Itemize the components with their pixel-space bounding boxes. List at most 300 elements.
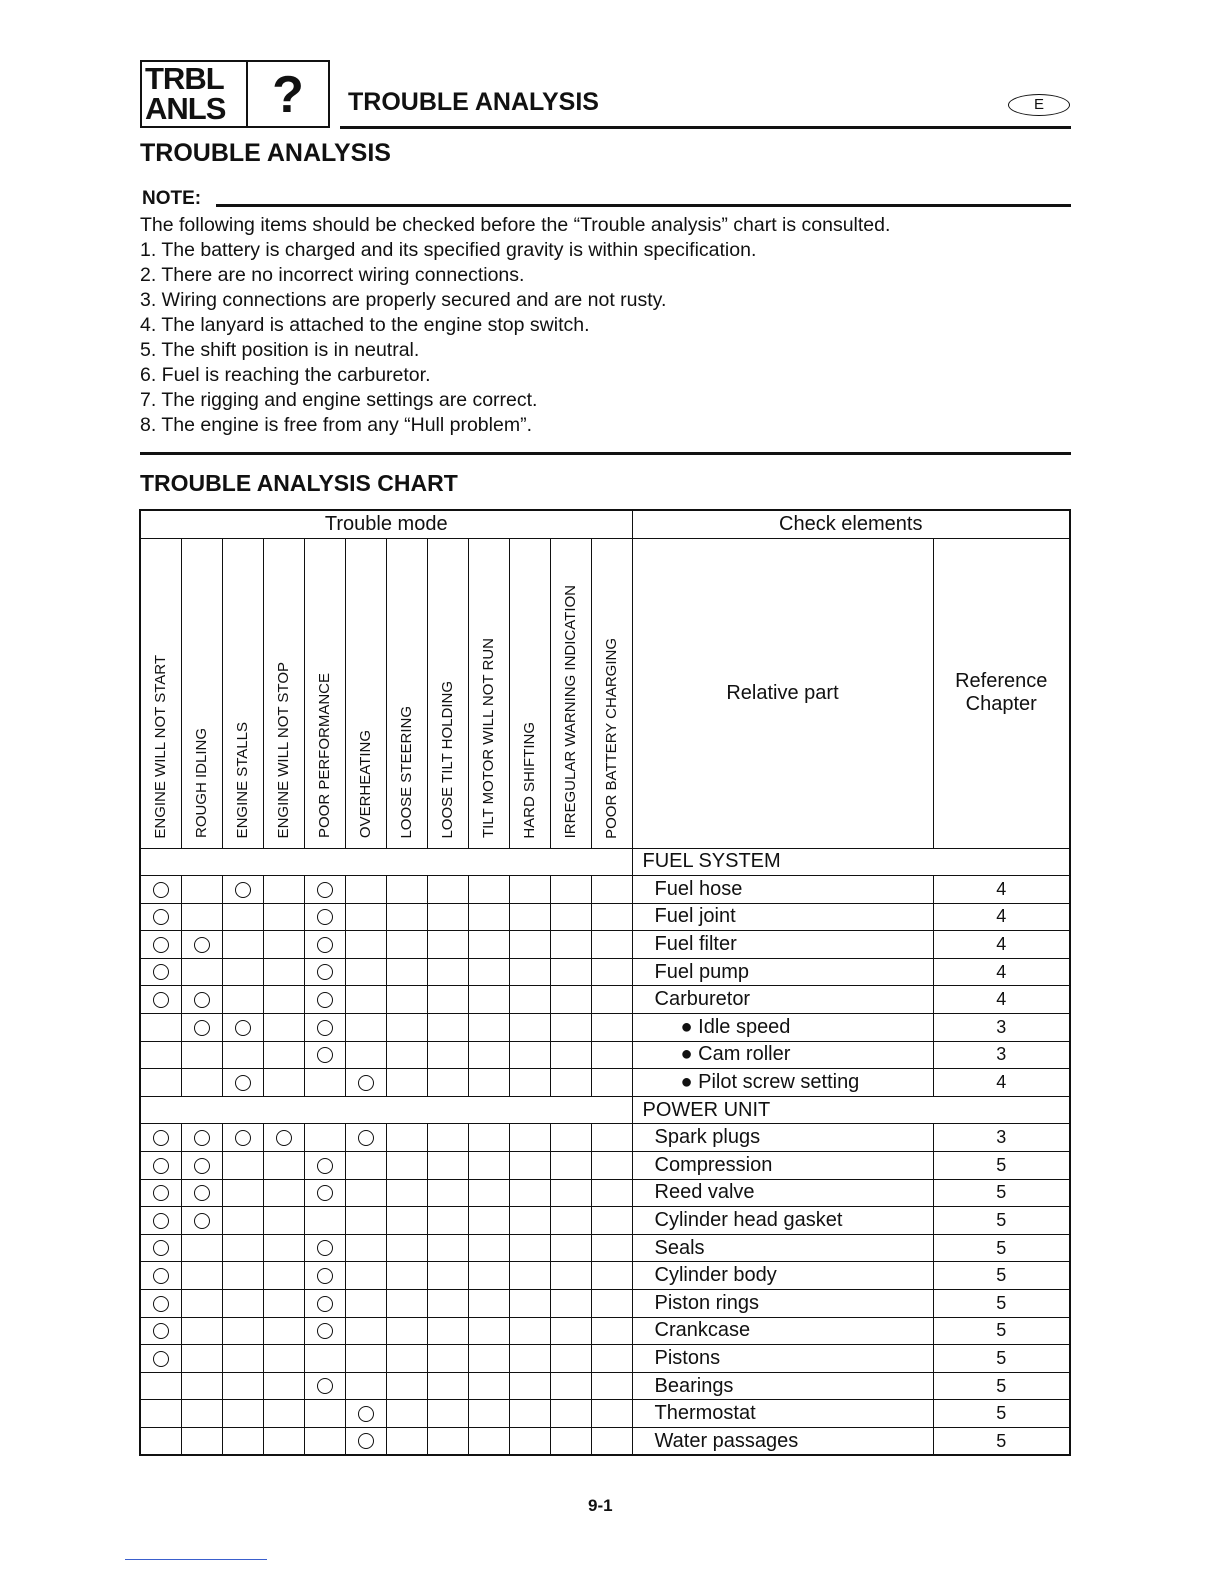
mode-cell <box>181 1290 222 1318</box>
mode-cell <box>304 1345 345 1373</box>
mode-cell <box>181 1152 222 1180</box>
mode-label: LOOSE STEERING <box>398 705 415 839</box>
circle-mark-icon <box>153 1213 169 1229</box>
reference-chapter: 5 <box>933 1262 1070 1290</box>
mode-cell <box>304 876 345 904</box>
mode-cell <box>345 1345 386 1373</box>
mode-cell <box>427 1372 468 1400</box>
mode-label: ROUGH IDLING <box>193 728 210 839</box>
mode-column-header <box>263 538 304 848</box>
mode-cell <box>263 1262 304 1290</box>
reference-chapter: 3 <box>933 1041 1070 1069</box>
circle-mark-icon <box>153 882 169 898</box>
reference-chapter: 5 <box>933 1234 1070 1262</box>
mode-label: TILT MOTOR WILL NOT RUN <box>480 638 497 839</box>
mode-cell <box>386 1124 427 1152</box>
mode-cell <box>427 1207 468 1235</box>
mode-cell <box>591 1290 632 1318</box>
mode-cell <box>263 958 304 986</box>
circle-mark-icon <box>317 1323 333 1339</box>
mode-cell <box>550 1041 591 1069</box>
circle-mark-icon <box>235 1075 251 1091</box>
mode-cell <box>304 931 345 959</box>
mode-cell <box>468 1262 509 1290</box>
mode-cell <box>591 1179 632 1207</box>
mode-cell <box>591 903 632 931</box>
mode-cell <box>345 1400 386 1428</box>
mode-cell <box>427 1234 468 1262</box>
mode-cell <box>304 958 345 986</box>
relative-part: Water passages <box>632 1427 933 1455</box>
mode-cell <box>427 1345 468 1373</box>
mode-cell <box>509 903 550 931</box>
mode-cell <box>263 1234 304 1262</box>
mode-column-header <box>140 538 181 848</box>
mode-cell <box>304 1290 345 1318</box>
mode-cell <box>550 1014 591 1042</box>
mode-cell <box>509 986 550 1014</box>
circle-mark-icon <box>358 1433 374 1449</box>
mode-cell <box>550 1207 591 1235</box>
circle-mark-icon <box>317 1047 333 1063</box>
reference-chapter: 5 <box>933 1345 1070 1373</box>
circle-mark-icon <box>153 937 169 953</box>
header-title: TROUBLE ANALYSIS <box>348 88 599 116</box>
circle-mark-icon <box>358 1406 374 1422</box>
circle-mark-icon <box>194 937 210 953</box>
reference-chapter: 5 <box>933 1179 1070 1207</box>
mode-cell <box>345 903 386 931</box>
relative-part: Compression <box>632 1152 933 1180</box>
section-name: FUEL SYSTEM <box>632 848 1070 876</box>
mode-cell <box>386 903 427 931</box>
mode-cell <box>263 1152 304 1180</box>
mode-cell <box>181 1372 222 1400</box>
circle-mark-icon <box>358 1075 374 1091</box>
mode-cell <box>140 1124 181 1152</box>
mode-cell <box>550 986 591 1014</box>
mode-cell <box>140 1041 181 1069</box>
circle-mark-icon <box>153 1268 169 1284</box>
mode-cell <box>345 876 386 904</box>
table-row <box>140 1345 1070 1373</box>
mode-cell <box>427 1069 468 1097</box>
table-row <box>140 1207 1070 1235</box>
circle-mark-icon <box>317 1158 333 1174</box>
mode-cell <box>468 1207 509 1235</box>
mode-cell <box>427 958 468 986</box>
section-row <box>140 848 1070 876</box>
mode-column-header <box>304 538 345 848</box>
mode-cell <box>509 931 550 959</box>
mode-cell <box>345 1207 386 1235</box>
mode-cell <box>550 1234 591 1262</box>
circle-mark-icon <box>317 1020 333 1036</box>
mode-cell <box>222 903 263 931</box>
circle-mark-icon <box>153 964 169 980</box>
mode-cell <box>386 1041 427 1069</box>
note-item: 8. The engine is free from any “Hull problem”. <box>140 414 532 436</box>
mode-cell <box>550 1317 591 1345</box>
mode-cell <box>509 1262 550 1290</box>
circle-mark-icon <box>317 992 333 1008</box>
mode-cell <box>591 1427 632 1455</box>
circle-mark-icon <box>317 909 333 925</box>
mode-cell <box>140 1400 181 1428</box>
relative-part: Crankcase <box>632 1317 933 1345</box>
mode-cell <box>263 1400 304 1428</box>
mode-cell <box>427 1124 468 1152</box>
table-row <box>140 958 1070 986</box>
mode-cell <box>386 1207 427 1235</box>
mode-cell <box>386 1152 427 1180</box>
note-item: 2. There are no incorrect wiring connections. <box>140 264 525 286</box>
mode-cell <box>222 931 263 959</box>
mode-label: IRREGULAR WARNING INDICATION <box>562 585 579 839</box>
circle-mark-icon <box>194 1130 210 1146</box>
mode-cell <box>181 986 222 1014</box>
circle-mark-icon <box>317 1378 333 1394</box>
circle-mark-icon <box>235 1020 251 1036</box>
circle-mark-icon <box>194 1158 210 1174</box>
mode-cell <box>509 1372 550 1400</box>
circle-mark-icon <box>317 1268 333 1284</box>
note-item: 5. The shift position is in neutral. <box>140 339 420 361</box>
mode-cell <box>427 1262 468 1290</box>
mode-cell <box>140 1427 181 1455</box>
mode-cell <box>468 1179 509 1207</box>
logo-line1: TRBL <box>145 61 224 96</box>
mode-cell <box>345 1290 386 1318</box>
section-spacer <box>140 848 632 876</box>
mode-cell <box>345 1014 386 1042</box>
circle-mark-icon <box>194 1185 210 1201</box>
mode-cell <box>140 903 181 931</box>
mode-cell <box>509 1290 550 1318</box>
circle-mark-icon <box>317 937 333 953</box>
mode-cell <box>468 1041 509 1069</box>
mode-cell <box>222 1372 263 1400</box>
mode-column-header <box>509 538 550 848</box>
mode-cell <box>181 1207 222 1235</box>
mode-cell <box>591 1345 632 1373</box>
mode-cell <box>181 1345 222 1373</box>
table-row <box>140 903 1070 931</box>
mode-cell <box>427 1427 468 1455</box>
relative-part: ● Idle speed <box>632 1014 933 1042</box>
mode-cell <box>181 1069 222 1097</box>
circle-mark-icon <box>235 882 251 898</box>
section-row <box>140 1096 1070 1124</box>
mode-cell <box>222 1069 263 1097</box>
mode-cell <box>468 1152 509 1180</box>
mode-cell <box>550 1400 591 1428</box>
mode-cell <box>509 958 550 986</box>
mode-cell <box>550 931 591 959</box>
mode-cell <box>263 986 304 1014</box>
question-mark-icon: ? <box>272 66 304 124</box>
table-row <box>140 1427 1070 1455</box>
mode-cell <box>591 958 632 986</box>
mode-cell <box>181 1041 222 1069</box>
mode-cell <box>386 1014 427 1042</box>
table-row <box>140 1290 1070 1318</box>
mode-cell <box>468 1290 509 1318</box>
mode-cell <box>263 1179 304 1207</box>
mode-cell <box>140 986 181 1014</box>
table-row <box>140 1152 1070 1180</box>
mode-cell <box>468 1400 509 1428</box>
reference-chapter: 4 <box>933 986 1070 1014</box>
mode-cell <box>509 1069 550 1097</box>
relative-part: ● Cam roller <box>632 1041 933 1069</box>
mode-cell <box>550 1372 591 1400</box>
mode-label: POOR PERFORMANCE <box>316 673 333 839</box>
mode-cell <box>222 1262 263 1290</box>
mode-cell <box>468 986 509 1014</box>
mode-cell <box>386 1069 427 1097</box>
circle-mark-icon <box>153 909 169 925</box>
mode-cell <box>468 931 509 959</box>
mode-cell <box>509 1014 550 1042</box>
table-row <box>140 1234 1070 1262</box>
mode-cell <box>427 1152 468 1180</box>
mode-cell <box>468 1317 509 1345</box>
mode-cell <box>509 1207 550 1235</box>
mode-cell <box>509 1179 550 1207</box>
circle-mark-icon <box>153 1323 169 1339</box>
mode-cell <box>345 1069 386 1097</box>
circle-mark-icon <box>153 1185 169 1201</box>
note-item: 4. The lanyard is attached to the engine stop switch. <box>140 314 590 336</box>
mode-cell <box>222 876 263 904</box>
relative-part: Carburetor <box>632 986 933 1014</box>
mode-cell <box>263 931 304 959</box>
page-number: 9-1 <box>588 1496 613 1515</box>
mode-column-header <box>468 538 509 848</box>
mode-cell <box>181 903 222 931</box>
mode-cell <box>427 1041 468 1069</box>
table-row <box>140 1014 1070 1042</box>
relative-part: Spark plugs <box>632 1124 933 1152</box>
mode-cell <box>304 1317 345 1345</box>
mode-cell <box>140 1317 181 1345</box>
mode-cell <box>427 1179 468 1207</box>
mode-cell <box>263 1041 304 1069</box>
mode-cell <box>263 1014 304 1042</box>
mode-cell <box>591 1262 632 1290</box>
table-row <box>140 1372 1070 1400</box>
mode-cell <box>222 1427 263 1455</box>
table-row <box>140 1069 1070 1097</box>
relative-part: Fuel hose <box>632 876 933 904</box>
mode-cell <box>550 1427 591 1455</box>
mode-cell <box>386 931 427 959</box>
mode-cell <box>181 931 222 959</box>
mode-cell <box>386 1262 427 1290</box>
mode-cell <box>427 1317 468 1345</box>
mode-cell <box>181 1262 222 1290</box>
note-label: NOTE: <box>142 188 202 209</box>
footer-rule <box>125 1559 267 1560</box>
mode-cell <box>468 958 509 986</box>
mode-cell <box>263 1345 304 1373</box>
mode-cell <box>222 1014 263 1042</box>
mode-cell <box>222 1345 263 1373</box>
mode-cell <box>386 1290 427 1318</box>
circle-mark-icon <box>153 1158 169 1174</box>
mode-cell <box>386 958 427 986</box>
mode-column-header <box>345 538 386 848</box>
mode-column-header <box>427 538 468 848</box>
mode-cell <box>263 1124 304 1152</box>
circle-mark-icon <box>276 1130 292 1146</box>
mode-cell <box>591 876 632 904</box>
mode-cell <box>550 876 591 904</box>
mode-cell <box>345 1427 386 1455</box>
relative-part: Thermostat <box>632 1400 933 1428</box>
mode-column-header <box>181 538 222 848</box>
mode-cell <box>181 958 222 986</box>
mode-cell <box>591 1317 632 1345</box>
mode-cell <box>550 1152 591 1180</box>
circle-mark-icon <box>194 992 210 1008</box>
mode-cell <box>468 1372 509 1400</box>
reference-chapter: 5 <box>933 1152 1070 1180</box>
mode-cell <box>222 1400 263 1428</box>
mode-cell <box>386 1427 427 1455</box>
mode-cell <box>304 1262 345 1290</box>
mode-label: OVERHEATING <box>357 730 374 839</box>
mode-cell <box>345 1372 386 1400</box>
mode-cell <box>468 903 509 931</box>
relative-part: Fuel joint <box>632 903 933 931</box>
mode-cell <box>386 1345 427 1373</box>
mode-cell <box>140 1345 181 1373</box>
mode-cell <box>386 1179 427 1207</box>
mode-cell <box>140 931 181 959</box>
relative-part: Cylinder body <box>632 1262 933 1290</box>
section-name: POWER UNIT <box>632 1096 1070 1124</box>
mode-cell <box>468 1234 509 1262</box>
mode-cell <box>222 1290 263 1318</box>
reference-chapter: 3 <box>933 1014 1070 1042</box>
mode-cell <box>386 986 427 1014</box>
mode-cell <box>591 1014 632 1042</box>
mode-cell <box>181 1427 222 1455</box>
mode-cell <box>550 903 591 931</box>
mode-cell <box>468 1427 509 1455</box>
mode-cell <box>345 1179 386 1207</box>
mode-cell <box>304 1234 345 1262</box>
circle-mark-icon <box>317 1240 333 1256</box>
mode-cell <box>222 958 263 986</box>
mode-cell <box>427 986 468 1014</box>
mode-cell <box>509 1317 550 1345</box>
mode-cell <box>304 1069 345 1097</box>
mode-cell <box>509 1234 550 1262</box>
mode-cell <box>263 1317 304 1345</box>
mode-column-header <box>386 538 427 848</box>
mode-cell <box>509 1427 550 1455</box>
header-rule <box>340 126 1071 129</box>
table-row <box>140 931 1070 959</box>
reference-chapter-header: Reference Chapter <box>933 538 1070 848</box>
note-body <box>140 213 890 438</box>
relative-part: Seals <box>632 1234 933 1262</box>
mode-cell <box>140 1207 181 1235</box>
mode-cell <box>304 1207 345 1235</box>
table-row <box>140 986 1070 1014</box>
mode-cell <box>509 1345 550 1373</box>
mode-cell <box>140 1069 181 1097</box>
mode-cell <box>222 1124 263 1152</box>
note-item: 7. The rigging and engine settings are correct. <box>140 389 538 411</box>
circle-mark-icon <box>317 882 333 898</box>
reference-chapter: 5 <box>933 1290 1070 1318</box>
circle-mark-icon <box>235 1130 251 1146</box>
check-elements-header: Check elements <box>632 510 1070 538</box>
mode-cell <box>386 876 427 904</box>
mode-cell <box>468 1124 509 1152</box>
mode-cell <box>263 1290 304 1318</box>
circle-mark-icon <box>194 1020 210 1036</box>
reference-chapter: 5 <box>933 1400 1070 1428</box>
section-title: TROUBLE ANALYSIS <box>140 139 391 167</box>
mode-cell <box>550 1290 591 1318</box>
mode-cell <box>140 1179 181 1207</box>
mode-column-header <box>222 538 263 848</box>
relative-part: Bearings <box>632 1372 933 1400</box>
mode-cell <box>222 1207 263 1235</box>
mode-cell <box>222 1317 263 1345</box>
table-row <box>140 1262 1070 1290</box>
mode-cell <box>427 1290 468 1318</box>
mode-cell <box>591 986 632 1014</box>
relative-part: Cylinder head gasket <box>632 1207 933 1235</box>
mode-cell <box>140 1290 181 1318</box>
table-row <box>140 1124 1070 1152</box>
mode-cell <box>509 1124 550 1152</box>
reference-chapter: 3 <box>933 1124 1070 1152</box>
circle-mark-icon <box>194 1213 210 1229</box>
trbl-anls-logo <box>140 60 330 128</box>
mode-cell <box>509 1041 550 1069</box>
mode-cell <box>591 1207 632 1235</box>
mode-cell <box>140 876 181 904</box>
mode-cell <box>591 1152 632 1180</box>
mode-cell <box>263 1207 304 1235</box>
mode-cell <box>468 1069 509 1097</box>
mode-cell <box>140 1372 181 1400</box>
mode-cell <box>550 958 591 986</box>
mode-cell <box>304 1372 345 1400</box>
mode-cell <box>345 1262 386 1290</box>
relative-part: Piston rings <box>632 1290 933 1318</box>
mode-cell <box>509 1152 550 1180</box>
mode-cell <box>591 1372 632 1400</box>
note-intro: The following items should be checked before the “Trouble analysis” chart is consulted. <box>140 214 891 236</box>
mode-label: LOOSE TILT HOLDING <box>439 680 456 839</box>
mode-cell <box>181 1234 222 1262</box>
mode-cell <box>591 1041 632 1069</box>
reference-chapter: 4 <box>933 903 1070 931</box>
language-mark: E <box>1008 94 1070 116</box>
relative-part: Reed valve <box>632 1179 933 1207</box>
relative-part: Fuel filter <box>632 931 933 959</box>
mode-cell <box>181 1400 222 1428</box>
mode-cell <box>263 1427 304 1455</box>
